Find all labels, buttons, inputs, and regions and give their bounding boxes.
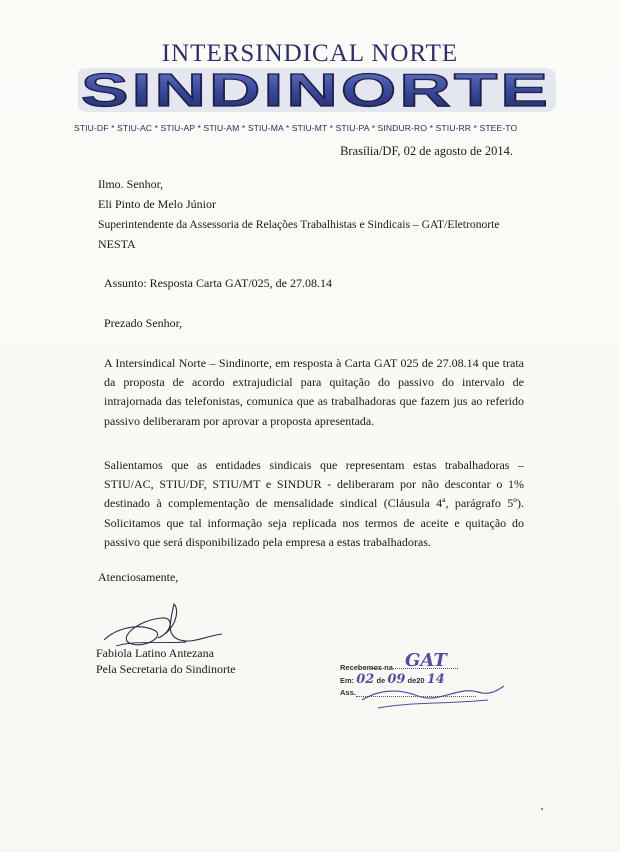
- stamp-received-value: GAT: [405, 650, 447, 671]
- signer-name: Fabiola Latino Antezana: [96, 646, 214, 660]
- stamp-date-de2: de20: [407, 676, 425, 685]
- letter-greeting: Prezado Senhor,: [104, 316, 183, 330]
- sindinorte-logo: [74, 66, 558, 114]
- stamp-date-em: Em:: [340, 676, 355, 685]
- org-name: INTERSINDICAL NORTE: [161, 40, 459, 67]
- stamp-date-de1: de: [376, 676, 386, 685]
- recipient-location: NESTA: [98, 237, 136, 251]
- recipient-name: Eli Pinto de Melo Júnior: [98, 197, 216, 211]
- scan-speck: [541, 808, 543, 810]
- stamp-date-day: 02: [356, 672, 375, 687]
- stamp-handwritten-signature: [358, 682, 508, 716]
- stamp-date-month: 09: [387, 672, 406, 687]
- received-stamp: [340, 638, 510, 718]
- member-unions-list: STIU-DF * STIU-AC * STIU-AP * STIU-AM * STIU-MA * STIU-MT * STIU-PA * SINDUR-RO * STIU-RR * STEE-TO: [74, 123, 518, 133]
- signer-role: Pela Secretaria do Sindinorte: [96, 662, 236, 676]
- stamp-date-line: [358, 668, 458, 669]
- stamp-date-year: 14: [426, 672, 445, 687]
- stamp-signature-label: Ass.: [340, 688, 356, 697]
- recipient-salutation: Ilmo. Senhor,: [98, 177, 164, 191]
- recipient-position: Superintendente da Assessoria de Relações Trabalhistas e Sindicais – GAT/Eletronorte: [98, 218, 500, 231]
- svg-text:SINDINORTE: SINDINORTE: [81, 66, 551, 114]
- stamp-received-label: Recebemos na: [340, 663, 393, 672]
- body-paragraph-2: Salientamos que as entidades sindicais que representam estas trabalhadoras – STIU/AC, STIU/DF, STIU/MT e SINDUR - deliberaram por não descontar o 1% destinado à complementação de mensalidade sindical (Cláusula 4ª, parágrafo 5º). Solicitamos que tal informação seja replicada nos termos de aceite e quitação do passivo que será disponibilizado pela empresa a estas trabalhadoras.: [104, 458, 524, 549]
- letter-closing: Atenciosamente,: [98, 570, 179, 584]
- letter-subject: Assunto: Resposta Carta GAT/025, de 27.08.14: [104, 276, 332, 290]
- stamp-sign-line: [356, 696, 476, 697]
- body-paragraph-1: A Intersindical Norte – Sindinorte, em resposta à Carta GAT 025 de 27.08.14 que trata da proposta de acordo extrajudicial para quitação do passivo do intervalo de intrajornada das telefonistas, comunica que as trabalhadoras que fazem jus ao referido passivo deliberaram por aprovar a proposta apresentada.: [104, 356, 524, 428]
- letter-date: Brasília/DF, 02 de agosto de 2014.: [340, 144, 513, 158]
